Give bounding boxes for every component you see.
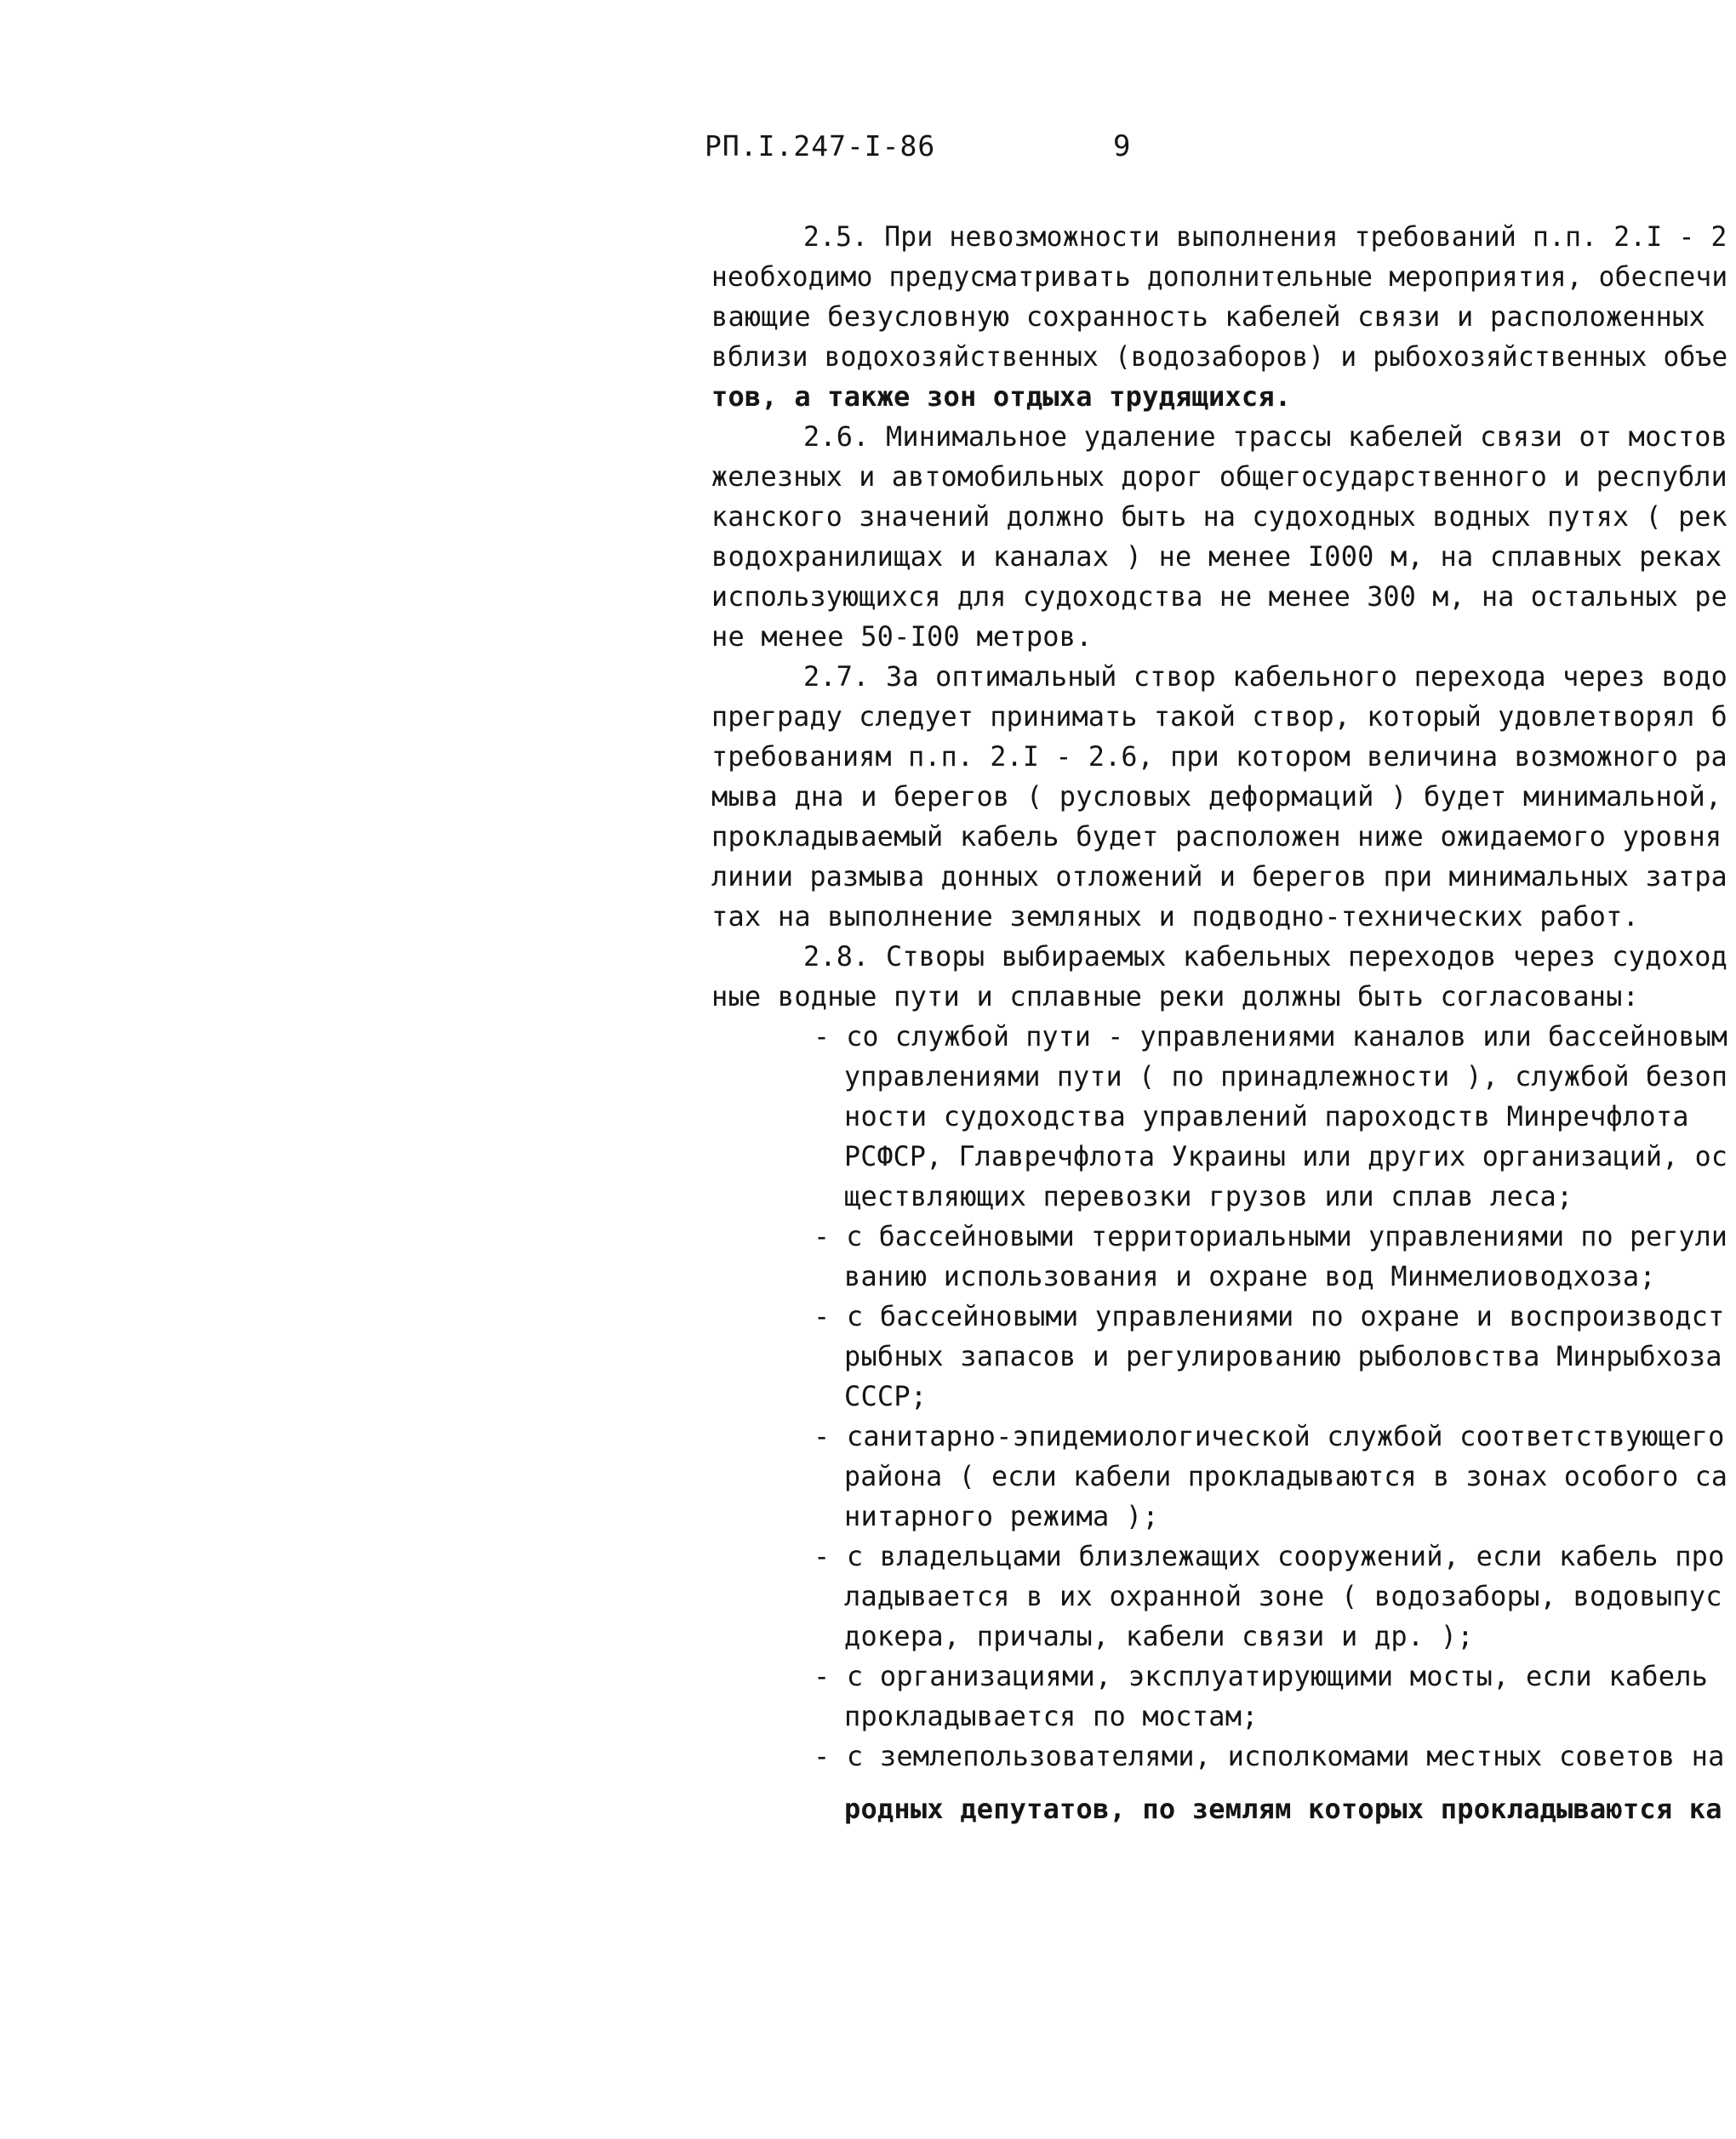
text-line: ществляющих перевозки грузов или сплав леса; <box>844 1180 1573 1212</box>
text-line: требованиям п.п. 2.I - 2.6, при котором величина возможного ра <box>711 740 1727 773</box>
text-line: докера, причалы, кабели связи и др. ); <box>844 1620 1474 1652</box>
text-line: ные водные пути и сплавные реки должны быть согласованы: <box>711 980 1640 1012</box>
text-line: РСФСР, Главречфлота Украины или других организаций, ос <box>844 1140 1728 1172</box>
text-line: ности судоходства управлений пароходств Минречфлота <box>844 1100 1689 1132</box>
text-line: тах на выполнение земляных и подводно-технических работ. <box>711 900 1640 933</box>
text-line: СССР; <box>844 1380 928 1412</box>
text-line: прокладываемый кабель будет расположен ниже ожидаемого уровня <box>711 820 1722 853</box>
document-code: РП.I.247-I-86 <box>705 129 936 163</box>
text-line: рыбных запасов и регулированию рыболовства Минрыбхоза <box>844 1340 1722 1372</box>
text-line: ладывается в их охранной зоне ( водозаборы, водовыпус <box>844 1580 1722 1612</box>
text-line: прокладывается по мостам; <box>844 1700 1259 1732</box>
text-line: 2.8. Створы выбираемых кабельных переходов через судоход <box>803 940 1728 973</box>
text-line: управлениями пути ( по принадлежности ), службой безоп <box>844 1060 1728 1092</box>
text-line: 2.5. При невозможности выполнения требований п.п. 2.I - 2 <box>803 220 1727 253</box>
list-item: - с бассейновыми территориальными управлениями по регули <box>814 1220 1728 1252</box>
list-item: - с бассейновыми управлениями по охране и воспроизводст <box>814 1300 1725 1332</box>
text-line: вающие безусловную сохранность кабелей связи и расположенных <box>711 300 1705 333</box>
text-line: железных и автомобильных дорог общегосударственного и республи <box>711 460 1727 493</box>
list-item: - с владельцами близлежащих сооружений, если кабель про <box>814 1540 1725 1572</box>
text-line: вблизи водохозяйственных (водозаборов) и рыбохозяйственных объе <box>711 340 1728 373</box>
text-line: 2.6. Минимальное удаление трассы кабелей связи от мостов <box>803 420 1728 453</box>
text-line: ванию использования и охране вод Минмелиоводхоза; <box>844 1260 1656 1292</box>
list-item: - санитарно-эпидемиологической службой соответствующего <box>814 1420 1725 1452</box>
text-line: тов, а также зон отдыха трудящихся. <box>711 380 1292 413</box>
text-line: водохранилищах и каналах ) не менее I000 м, на сплавных реках <box>711 540 1722 573</box>
text-line: необходимо предусматривать дополнительные мероприятия, обеспечи <box>711 260 1728 293</box>
text-line: канского значений должно быть на судоходных водных путях ( рек <box>711 500 1727 533</box>
text-line: 2.7. За оптимальный створ кабельного перехода через водо <box>803 660 1728 693</box>
text-line: района ( если кабели прокладываются в зонах особого са <box>844 1460 1728 1492</box>
text-line: нитарного режима ); <box>844 1500 1159 1532</box>
text-line: использующихся для судоходства не менее 300 м, на остальных ре <box>711 580 1727 613</box>
text-line: преграду следует принимать такой створ, который удовлетворял б <box>711 700 1727 733</box>
list-item: - со службой пути - управлениями каналов или бассейновым <box>814 1020 1728 1052</box>
text-line: не менее 50-I00 метров. <box>711 620 1093 653</box>
text-line: родных депутатов, по землям которых прокладываются ка <box>844 1793 1722 1825</box>
list-item: - с землепользователями, исполкомами местных советов на <box>814 1740 1725 1772</box>
page-number: 9 <box>1113 129 1131 163</box>
list-item: - с организациями, эксплуатирующими мосты, если кабель <box>814 1660 1709 1692</box>
text-line: линии размыва донных отложений и берегов при минимальных затра <box>711 860 1727 893</box>
text-line: мыва дна и берегов ( русловых деформаций ) будет минимальной, <box>711 780 1722 813</box>
